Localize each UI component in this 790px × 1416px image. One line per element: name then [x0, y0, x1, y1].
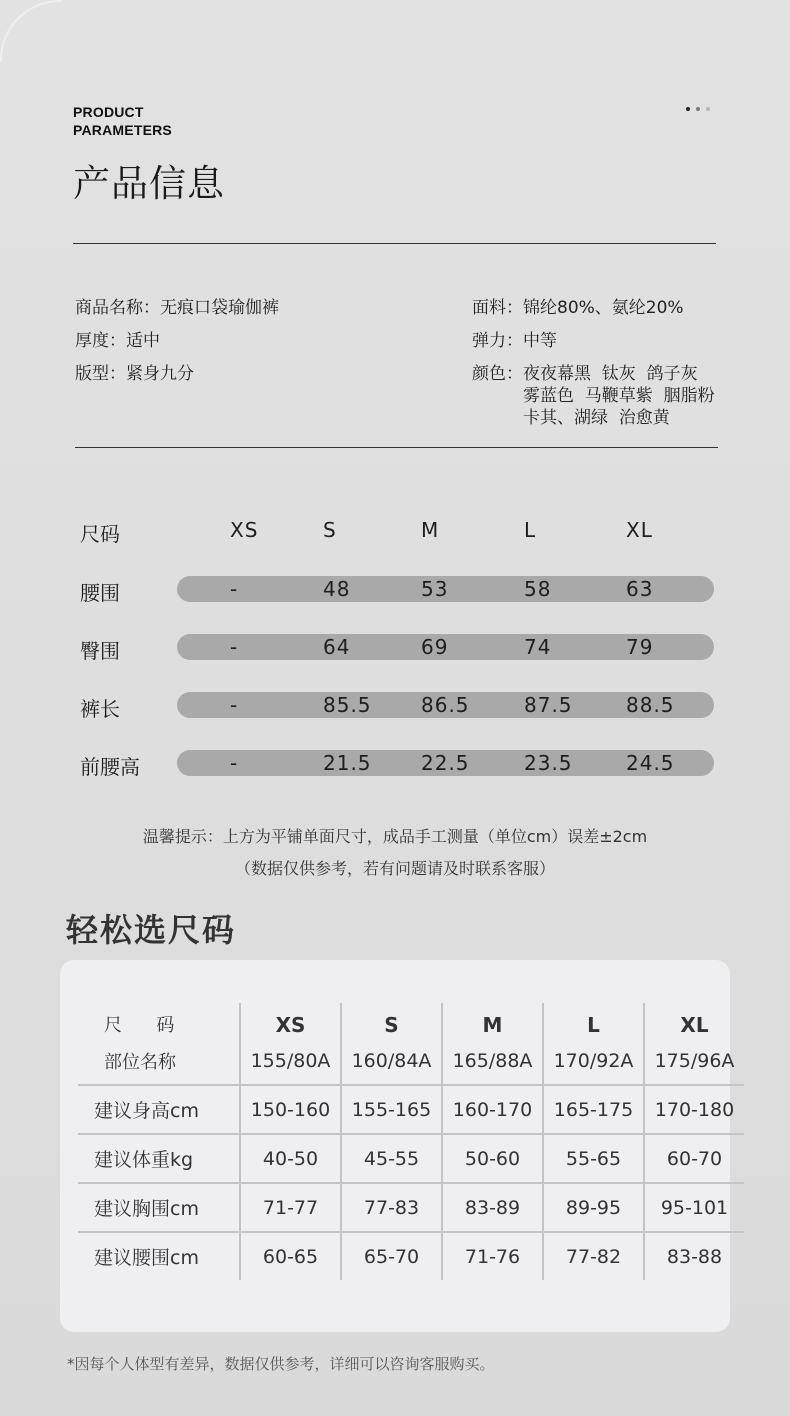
cell: 86.5: [421, 693, 470, 717]
cell: 77-82: [543, 1232, 644, 1280]
param-colors-list: [523, 363, 715, 429]
row-label: 建议胸围cm: [78, 1183, 240, 1232]
row-label: 建议身高cm: [78, 1085, 240, 1134]
footnote: *因每个人体型有差异，数据仅供参考，详细可以咨询客服购买。: [67, 1355, 495, 1373]
cell: 160-170: [442, 1085, 543, 1134]
decorative-dots: [686, 107, 710, 111]
size-col-s: S: [341, 1003, 442, 1037]
table-row: [80, 633, 720, 691]
corner-label-top: 尺 码: [104, 1015, 175, 1036]
cell: 50-60: [442, 1134, 543, 1183]
cell: 79: [626, 635, 654, 659]
cell: 170-180: [644, 1085, 744, 1134]
row-label: 建议体重kg: [78, 1134, 240, 1183]
size-col-xl: XL: [644, 1003, 744, 1037]
page-title: 产品信息: [73, 162, 225, 205]
size-col-m: M: [442, 1003, 543, 1037]
spec-cell: 160/84A: [341, 1037, 442, 1085]
param-fabric: 面料：锦纶80%、氨纶20%: [472, 298, 684, 318]
cell: 95-101: [644, 1183, 744, 1232]
param-thickness: 厚度：适中: [75, 331, 160, 351]
cell: 71-76: [442, 1232, 543, 1280]
color-line-3: 卡其、湖绿 治愈黄: [523, 408, 670, 428]
cell: -: [230, 751, 239, 775]
size-header-l: L: [524, 518, 537, 542]
row-label: 前腰高: [80, 755, 140, 779]
cell: 165-175: [543, 1085, 644, 1134]
size-col-xs: XS: [240, 1003, 341, 1037]
size-header-xl: XL: [626, 518, 653, 542]
cell: 155-165: [341, 1085, 442, 1134]
cell: 63: [626, 577, 654, 601]
table-row: [80, 575, 720, 633]
eyebrow-line-2: PARAMETERS: [73, 122, 172, 138]
dot-3: [706, 107, 710, 111]
cell: 74: [524, 635, 552, 659]
table-row: [78, 1085, 744, 1134]
cell: 83-89: [442, 1183, 543, 1232]
cell: 53: [421, 577, 449, 601]
row-label: 腰围: [80, 581, 120, 605]
cell: 89-95: [543, 1183, 644, 1232]
cell: 87.5: [524, 693, 573, 717]
size-measurement-table: [80, 515, 720, 807]
cell: 71-77: [240, 1183, 341, 1232]
cell: 21.5: [323, 751, 372, 775]
spec-cell: 170/92A: [543, 1037, 644, 1085]
row-label: 臀围: [80, 639, 120, 663]
row-label: 建议腰围cm: [78, 1232, 240, 1280]
divider-bottom: [75, 447, 718, 448]
table-row: [80, 691, 720, 749]
cell: 65-70: [341, 1232, 442, 1280]
table-row: [78, 1232, 744, 1280]
easy-size-title: 轻松选尺码: [66, 911, 237, 949]
dot-2: [696, 107, 700, 111]
notice-line-1: 温馨提示：上方为平铺单面尺寸，成品手工测量（单位cm）误差±2cm: [142, 827, 648, 846]
cell: 85.5: [323, 693, 372, 717]
params-right: [472, 297, 715, 440]
param-elasticity: 弹力：中等: [472, 331, 557, 351]
size-header-m: M: [421, 518, 440, 542]
cell: -: [230, 635, 239, 659]
cell: 150-160: [240, 1085, 341, 1134]
section-eyebrow: [73, 103, 172, 139]
param-colors: [472, 363, 715, 429]
table-row: [78, 1134, 744, 1183]
cell: 48: [323, 577, 351, 601]
notice-line-2: （数据仅供参考，若有问题请及时联系客服）: [234, 859, 555, 878]
spec-cell: 155/80A: [240, 1037, 341, 1085]
cell: -: [230, 577, 239, 601]
color-line-2: 雾蓝色 马鞭草紫 胭脂粉: [523, 386, 715, 406]
spec-cell: 165/88A: [442, 1037, 543, 1085]
divider-top: [73, 243, 716, 244]
cell: 24.5: [626, 751, 675, 775]
cell: 45-55: [341, 1134, 442, 1183]
size-guide-table: [78, 1003, 744, 1280]
cell: 83-88: [644, 1232, 744, 1280]
table-row: [80, 749, 720, 807]
spec-cell: 175/96A: [644, 1037, 744, 1085]
spec-row: [78, 1037, 744, 1085]
cell: 58: [524, 577, 552, 601]
cell: 60-65: [240, 1232, 341, 1280]
size-header-s: S: [323, 518, 337, 542]
size-guide-header: [78, 1003, 744, 1037]
table-row: [78, 1183, 744, 1232]
dot-1: [686, 107, 690, 111]
param-fit: 版型：紧身九分: [75, 364, 194, 384]
eyebrow-line-1: PRODUCT: [73, 104, 144, 120]
cell: 88.5: [626, 693, 675, 717]
cell: -: [230, 693, 239, 717]
params-left: [75, 297, 279, 396]
cell: 77-83: [341, 1183, 442, 1232]
row-label: 裤长: [80, 697, 120, 721]
cell: 23.5: [524, 751, 573, 775]
param-colors-label: 颜色：: [472, 364, 523, 384]
cell: 64: [323, 635, 351, 659]
corner-label-bottom: 部位名称: [104, 1051, 176, 1073]
cell: 69: [421, 635, 449, 659]
cell: 22.5: [421, 751, 470, 775]
size-header-xs: XS: [230, 518, 259, 542]
param-product-name: 商品名称：无痕口袋瑜伽裤: [75, 298, 279, 318]
cell: 55-65: [543, 1134, 644, 1183]
cell: 40-50: [240, 1134, 341, 1183]
size-header-row: [80, 515, 720, 549]
size-col-l: L: [543, 1003, 644, 1037]
cell: 60-70: [644, 1134, 744, 1183]
color-line-1: 夜夜幕黑 钛灰 鸽子灰: [523, 364, 698, 384]
size-header-label: 尺码: [80, 522, 120, 546]
